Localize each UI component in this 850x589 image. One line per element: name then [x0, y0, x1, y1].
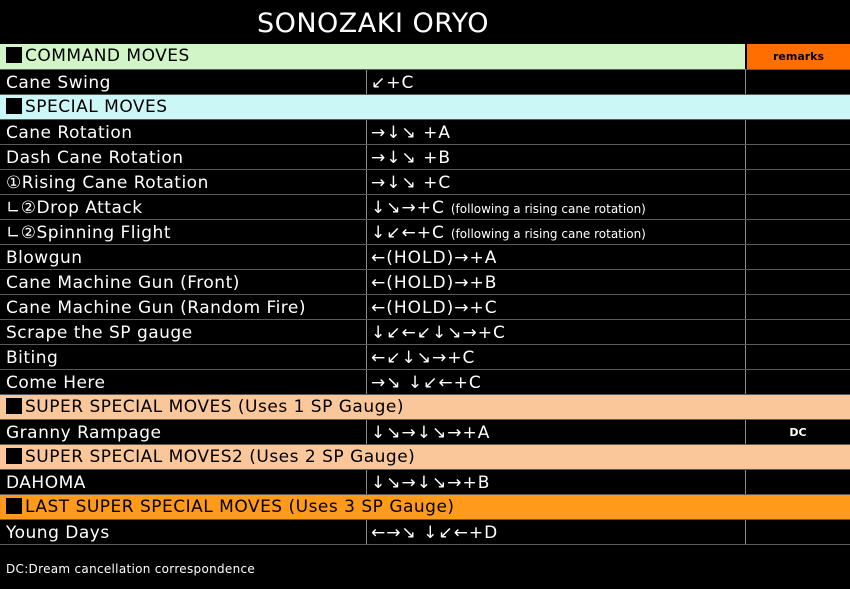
move-row	[0, 145, 850, 170]
move-row	[0, 420, 850, 445]
move-row	[0, 270, 850, 295]
move-remark	[745, 220, 850, 244]
move-remark	[745, 245, 850, 269]
square-bullet-icon	[6, 398, 22, 414]
section-title: LAST SUPER SPECIAL MOVES (Uses 3 SP Gauge)	[25, 497, 455, 517]
section-header-super-special-moves-2	[0, 445, 850, 470]
move-name: Biting	[6, 348, 59, 368]
section-title: SUPER SPECIAL MOVES (Uses 1 SP Gauge)	[25, 397, 404, 417]
move-row	[0, 370, 850, 395]
move-command	[366, 470, 744, 494]
move-command	[366, 245, 744, 269]
command-input: →↓↘ +C	[371, 173, 452, 193]
move-row	[0, 520, 850, 545]
command-input: →↓↘ +B	[371, 148, 452, 168]
move-command	[366, 195, 744, 219]
move-command	[366, 145, 744, 169]
move-name: Cane Machine Gun (Random Fire)	[6, 298, 307, 318]
move-remark	[745, 270, 850, 294]
move-row	[0, 345, 850, 370]
move-row	[0, 320, 850, 345]
move-remark	[745, 145, 850, 169]
move-remark	[745, 345, 850, 369]
section-header-last-super-special-moves	[0, 495, 850, 520]
move-command	[366, 345, 744, 369]
move-remark	[745, 470, 850, 494]
page-title: SONOZAKI ORYO	[256, 8, 490, 39]
move-name: Cane Rotation	[6, 123, 133, 143]
move-name: ①Rising Cane Rotation	[6, 173, 209, 193]
move-command	[366, 420, 744, 444]
move-name: ∟②Drop Attack	[6, 198, 143, 218]
command-input: →↘ ↓↙←+C	[371, 373, 482, 393]
section-title: COMMAND MOVES	[25, 46, 190, 66]
move-list-table	[0, 44, 850, 545]
move-name: Come Here	[6, 373, 106, 393]
move-command	[366, 120, 744, 144]
move-command	[366, 520, 744, 544]
move-command	[366, 170, 744, 194]
move-row	[0, 170, 850, 195]
square-bullet-icon	[6, 448, 22, 464]
section-title: SUPER SPECIAL MOVES2 (Uses 2 SP Gauge)	[25, 447, 416, 467]
command-input: →↓↘ +A	[371, 123, 452, 143]
move-row	[0, 295, 850, 320]
move-remark	[745, 70, 850, 94]
section-header-special-moves	[0, 95, 850, 120]
command-input: ←(HOLD)→+A	[371, 248, 498, 268]
command-input: ←(HOLD)→+B	[371, 273, 498, 293]
move-row	[0, 470, 850, 495]
section-header-command-moves	[0, 44, 850, 70]
move-row	[0, 70, 850, 95]
move-remark	[745, 170, 850, 194]
remarks-header: remarks	[747, 44, 850, 69]
square-bullet-icon	[6, 47, 22, 63]
move-command	[366, 295, 744, 319]
move-remark	[745, 520, 850, 544]
command-input: ↓↘→↓↘→+B	[371, 473, 491, 493]
move-row	[0, 245, 850, 270]
move-remark: DC	[745, 420, 850, 444]
move-name: Cane Machine Gun (Front)	[6, 273, 240, 293]
section-title: SPECIAL MOVES	[25, 97, 168, 117]
move-remark	[745, 320, 850, 344]
command-note: (following a rising cane rotation)	[450, 202, 646, 216]
move-row	[0, 220, 850, 245]
move-row	[0, 195, 850, 220]
move-remark	[745, 120, 850, 144]
command-input: ↓↘→+C	[371, 198, 445, 218]
command-input: ↙+C	[371, 73, 415, 93]
move-name: Blowgun	[6, 248, 83, 268]
command-input: ↓↙←+C	[371, 223, 445, 243]
command-input: ←(HOLD)→+C	[371, 298, 498, 318]
move-remark	[745, 370, 850, 394]
move-row	[0, 120, 850, 145]
move-name: Dash Cane Rotation	[6, 148, 184, 168]
move-command	[366, 370, 744, 394]
move-name: ∟②Spinning Flight	[6, 223, 171, 243]
move-name: DAHOMA	[6, 473, 86, 493]
square-bullet-icon	[6, 498, 22, 514]
command-input: ↓↘→↓↘→+A	[371, 423, 491, 443]
section-header-super-special-moves	[0, 395, 850, 420]
move-command	[366, 320, 744, 344]
command-input: ↓↙←↙↓↘→+C	[371, 323, 506, 343]
move-command	[366, 70, 744, 94]
move-name: Cane Swing	[6, 73, 111, 93]
command-input: ←→↘ ↓↙←+D	[371, 523, 499, 543]
move-command	[366, 270, 744, 294]
footnote: DC:Dream cancellation correspondence	[6, 562, 256, 576]
command-note: (following a rising cane rotation)	[450, 227, 646, 241]
move-name: Young Days	[6, 523, 110, 543]
move-name: Granny Rampage	[6, 423, 162, 443]
move-name: Scrape the SP gauge	[6, 323, 193, 343]
move-remark	[745, 295, 850, 319]
square-bullet-icon	[6, 98, 22, 114]
move-command	[366, 220, 744, 244]
move-remark	[745, 195, 850, 219]
command-input: ←↙↓↘→+C	[371, 348, 476, 368]
